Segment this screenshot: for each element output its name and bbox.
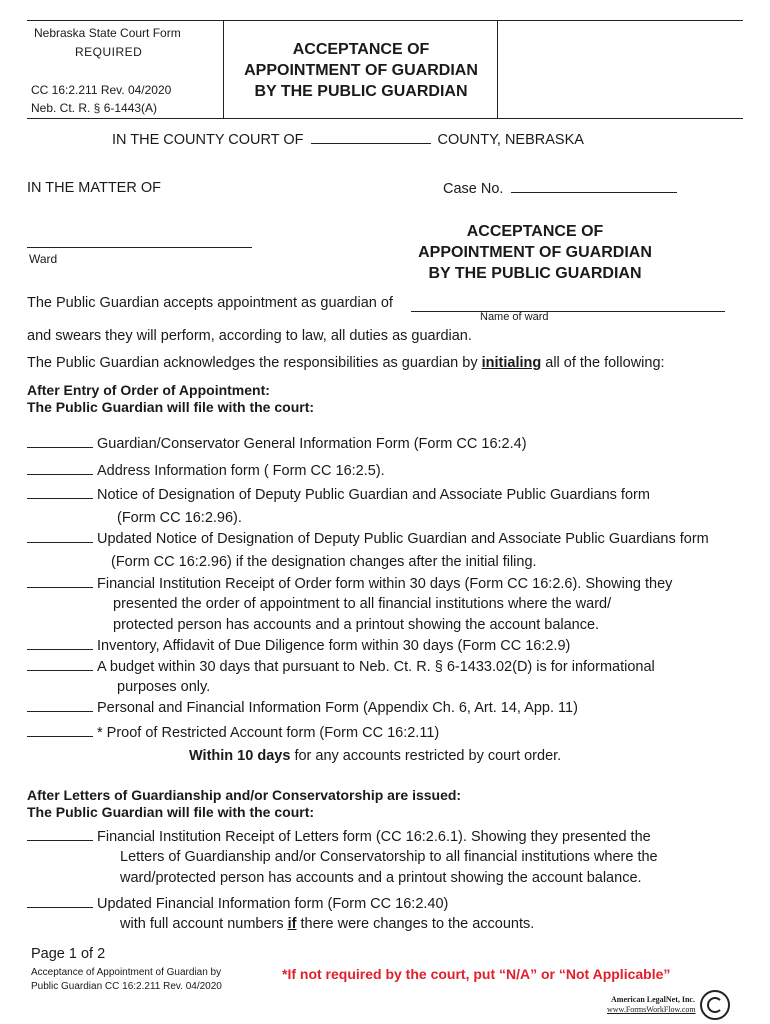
within-note [189,748,561,764]
case-no-label: Case No. [443,181,504,197]
main-title-line-1: ACCEPTANCE OF [466,223,604,240]
court-line-suffix: COUNTY, NEBRASKA [437,132,584,148]
initial-blank[interactable] [27,699,93,712]
court-line-prefix: IN THE COUNTY COURT OF [112,132,304,148]
name-of-ward-caption: Name of ward [480,311,549,323]
header-top-rule [27,20,743,21]
checklist-item [27,637,570,654]
swears-text: and swears they will perform, according to law, all duties as guardian. [27,328,472,344]
checklist-item [27,462,385,479]
item-text: Guardian/Conservator General Information Form (Form CC 16:2.4) [97,436,527,452]
checklist-item [27,828,651,845]
header-title [226,39,496,102]
item-text: Address Information form ( Form CC 16:2.5). [97,463,385,479]
item-text: Inventory, Affidavit of Due Diligence form within 30 days (Form CC 16:2.9) [97,638,571,654]
item-text: Updated Notice of Designation of Deputy Public Guardian and Associate Public Guardians form [97,531,709,547]
within-bold: Within 10 days [189,748,291,764]
checklist-item [27,699,578,716]
checklist-item [27,658,655,675]
ward-name-line[interactable] [27,247,252,248]
initial-blank[interactable] [27,895,93,908]
accounts-if: if [287,916,297,932]
main-title-line-3: BY THE PUBLIC GUARDIAN [428,265,642,282]
name-of-ward-line[interactable] [411,311,725,312]
acknowledge-text [27,355,665,371]
item-text: Notice of Designation of Deputy Public Guardian and Associate Public Guardians form [97,487,650,503]
not-applicable-note: *If not required by the court, put “N/A” or “Not Applicable” [282,966,671,982]
accounts-text-1: with full account numbers [120,916,284,932]
section1-heading-1: After Entry of Order of Appointment: [27,382,270,398]
main-title-line-2: APPOINTMENT OF GUARDIAN [418,244,652,261]
rule-ref: Neb. Ct. R. § 6-1443(A) [31,101,158,115]
item-continuation: protected person has accounts and a printout showing the account balance. [113,617,600,633]
publisher-name: American LegalNet, Inc. [611,995,695,1004]
required-label: REQUIRED [75,45,143,59]
header-divider-right [497,20,498,118]
initial-blank[interactable] [27,575,93,588]
case-no-blank[interactable] [511,180,677,193]
form-name: Nebraska State Court Form [34,26,181,40]
checklist-item [27,575,672,592]
initial-blank[interactable] [27,530,93,543]
item-text: * Proof of Restricted Account form (Form CC 16:2.11) [97,725,440,741]
header-divider-left [223,20,224,118]
header-bottom-rule [27,118,743,119]
court-line [112,131,584,148]
ward-label: Ward [29,252,58,266]
item-text: Financial Institution Receipt of Letters form (CC 16:2.6.1). Showing they presented the [97,829,651,845]
checklist-item [27,724,439,741]
initial-blank[interactable] [27,462,93,475]
checklist-item [27,486,650,503]
initial-blank[interactable] [27,435,93,448]
item-text: Financial Institution Receipt of Order form within 30 days (Form CC 16:2.6). Showing they [97,576,673,592]
publisher-url[interactable]: www.FormsWorkFlow.com [607,1005,696,1014]
footer-line-1: Acceptance of Appointment of Guardian by [31,967,222,978]
checklist-item [27,435,527,452]
publisher-logo-icon [700,990,730,1020]
item-continuation: presented the order of appointment to all financial institutions where the ward/ [113,596,612,612]
item-text: Personal and Financial Information Form (Appendix Ch. 6, Art. 14, App. 11) [97,700,578,716]
section1-heading-2: The Public Guardian will file with the court: [27,399,315,415]
checklist-item [27,895,448,912]
checklist-item [27,530,709,547]
section2-heading-2: The Public Guardian will file with the court: [27,804,315,820]
item-text: Updated Financial Information form (Form CC 16:2.40) [97,896,449,912]
initial-blank[interactable] [27,486,93,499]
item-continuation: Letters of Guardianship and/or Conservatorship to all financial institutions where the [120,849,658,865]
main-title [395,221,675,284]
acknowledge-after: all of the following: [545,355,665,371]
header-title-line-3: BY THE PUBLIC GUARDIAN [254,83,468,100]
item-continuation: (Form CC 16:2.96) if the designation changes after the initial filing. [111,554,537,570]
section2-heading-1: After Letters of Guardianship and/or Conservatorship are issued: [27,787,462,803]
footer-line-2: Public Guardian CC 16:2.211 Rev. 04/2020 [31,981,222,992]
item-continuation: ward/protected person has accounts and a printout showing the account balance. [120,870,642,886]
in-the-matter: IN THE MATTER OF [27,180,161,196]
form-code: CC 16:2.211 Rev. 04/2020 [31,83,172,97]
within-rest: for any accounts restricted by court order. [294,748,562,764]
header-title-line-1: ACCEPTANCE OF [292,41,430,58]
header-title-line-2: APPOINTMENT OF GUARDIAN [244,62,478,79]
initial-blank[interactable] [27,724,93,737]
initial-blank[interactable] [27,637,93,650]
initial-blank[interactable] [27,828,93,841]
accounts-text-2: there were changes to the accounts. [300,916,535,932]
acknowledge-before: The Public Guardian acknowledges the responsibilities as guardian by [27,355,478,371]
accepts-text: The Public Guardian accepts appointment as guardian of [27,295,393,311]
item-continuation: purposes only. [117,679,211,695]
case-no [443,180,677,197]
acknowledge-emph: initialing [481,355,542,371]
item-continuation [120,916,534,932]
initial-blank[interactable] [27,658,93,671]
page-number: Page 1 of 2 [31,946,106,962]
item-continuation: (Form CC 16:2.96). [117,510,242,526]
item-text: A budget within 30 days that pursuant to Neb. Ct. R. § 6-1433.02(D) is for informational [97,659,655,675]
county-blank[interactable] [311,131,431,144]
